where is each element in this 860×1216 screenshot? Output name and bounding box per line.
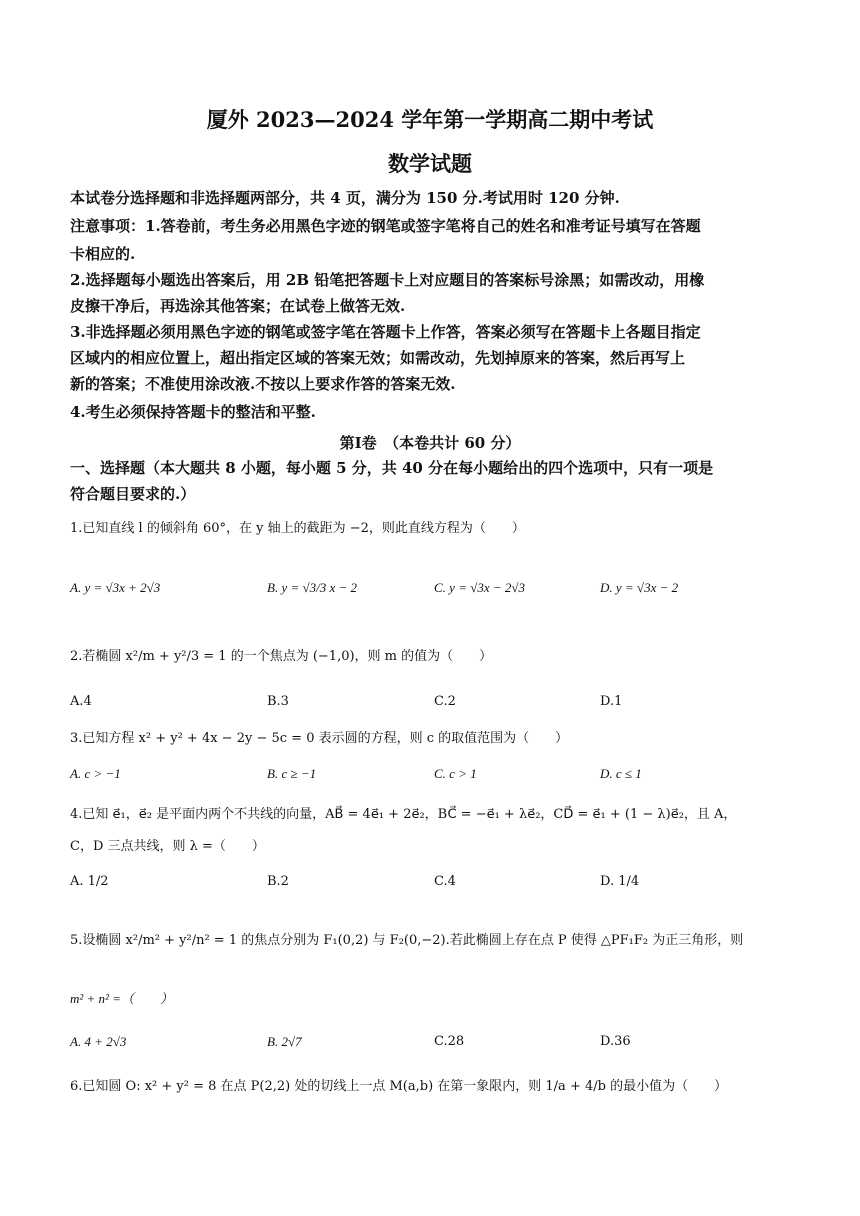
exam-title: 厦外 2023—2024 学年第一学期高二期中考试 (206, 107, 654, 132)
exam-subtitle: 数学试题 (388, 151, 472, 176)
question-1-option-b: B. y = √3/3 x − 2 (267, 580, 358, 595)
question-4-stem-line1: 4.已知 e⃗₁，e⃗₂ 是平面内两个不共线的向量，AB⃗ = 4e⃗₁ + 2e⃗₂，BC⃗ = −e⃗₁ + λe⃗₂，CD⃗ = e⃗₁ + (1 − λ)e⃗₂，且 A， (70, 807, 737, 822)
instruction-line: 2.选择题每小题选出答案后，用 2B 铅笔把答题卡上对应题目的答案标号涂黑；如需改动，用橡 (70, 271, 705, 289)
question-1-option-c: C. y = √3x − 2√3 (434, 580, 526, 595)
question-5-option-b: B. 2√7 (267, 1034, 302, 1049)
question-5-option-a: A. 4 + 2√3 (70, 1034, 127, 1049)
question-4-option-a: A. 1/2 (70, 874, 109, 889)
question-1-option-d: D. y = √3x − 2 (600, 580, 679, 595)
question-5-stem-line1: 5.设椭圆 x²/m² + y²/n² = 1 的焦点分别为 F₁(0,2) 与 F₂(0,−2).若此椭圆上存在点 P 使得 △PF₁F₂ 为正三角形，则 (70, 933, 744, 948)
question-4-stem-line2: C，D 三点共线，则 λ =（ ） (70, 839, 265, 854)
section-title: 第Ⅰ卷 （本卷共计 60 分） (339, 434, 521, 452)
question-1-stem: 1.已知直线 l 的倾斜角 60°，在 y 轴上的截距为 −2，则此直线方程为（ ） (70, 521, 525, 536)
question-5-option-d: D.36 (600, 1034, 631, 1049)
instruction-line: 注意事项：1.答卷前，考生务必用黑色字迹的钢笔或签字笔将自己的姓名和准考证号填写在答题 (70, 217, 701, 235)
instruction-line: 本试卷分选择题和非选择题两部分，共 4 页，满分为 150 分.考试用时 120 分钟. (70, 189, 620, 207)
question-3-option-a: A. c > −1 (70, 766, 121, 781)
instruction-line: 皮擦干净后，再选涂其他答案；在试卷上做答无效. (70, 297, 406, 315)
question-2-stem: 2.若椭圆 x²/m + y²/3 = 1 的一个焦点为 (−1,0)，则 m 的值为（ ） (70, 649, 493, 664)
question-2-option-a: A.4 (70, 694, 92, 709)
question-5-option-c: C.28 (434, 1034, 465, 1049)
question-2-option-c: C.2 (434, 694, 456, 709)
instruction-line: 区域内的相应位置上，超出指定区域的答案无效；如需改动，先划掉原来的答案，然后再写上 (70, 349, 686, 367)
question-4-option-b: B.2 (267, 874, 289, 889)
instruction-line: 4.考生必须保持答题卡的整洁和平整. (70, 403, 316, 421)
question-4-option-c: C.4 (434, 874, 456, 889)
question-5-stem-line2: m² + n² =（ ） (70, 991, 173, 1006)
question-1-option-a: A. y = √3x + 2√3 (70, 580, 161, 595)
section-heading: 符合题目要求的.） (70, 485, 196, 503)
question-2-option-d: D.1 (600, 694, 623, 709)
question-3-option-b: B. c ≥ −1 (267, 766, 317, 781)
question-3-stem: 3.已知方程 x² + y² + 4x − 2y − 5c = 0 表示圆的方程，则 c 的取值范围为（ ） (70, 731, 569, 746)
section-heading: 一、选择题（本大题共 8 小题，每小题 5 分，共 40 分在每小题给出的四个选项中，只有一项是 (70, 459, 714, 477)
question-6-stem: 6.已知圆 O: x² + y² = 8 在点 P(2,2) 处的切线上一点 M(a,b) 在第一象限内，则 1/a + 4/b 的最小值为（ ） (70, 1079, 728, 1094)
question-4-option-d: D. 1/4 (600, 874, 640, 889)
question-3-option-c: C. c > 1 (434, 766, 477, 781)
question-2-option-b: B.3 (267, 694, 289, 709)
instruction-line: 3.非选择题必须用黑色字迹的钢笔或签字笔在答题卡上作答，答案必须写在答题卡上各题目指定 (70, 323, 701, 341)
instruction-line: 卡相应的. (70, 245, 136, 263)
question-3-option-d: D. c ≤ 1 (600, 766, 642, 781)
instruction-line: 新的答案；不准使用涂改液.不按以上要求作答的答案无效. (70, 375, 456, 393)
